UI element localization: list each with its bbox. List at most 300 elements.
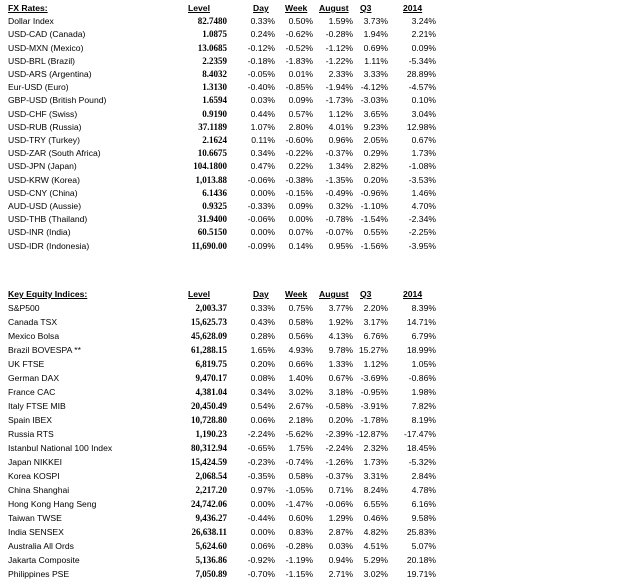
row-august-change: 2.87% [328, 527, 353, 537]
row-day-change: 0.03% [250, 95, 275, 106]
row-august-change: -2.24% [325, 443, 353, 453]
row-q3-change: 1.11% [364, 55, 388, 66]
row-day-change: -0.12% [247, 42, 275, 53]
row-august-change: -0.37% [325, 471, 353, 481]
row-2014-change: 2.84% [411, 471, 436, 481]
row-day-change: -0.18% [247, 55, 275, 66]
row-2014-change: 1.46% [411, 187, 436, 198]
row-name: German DAX [8, 373, 60, 383]
row-q3-change: -1.78% [360, 415, 388, 425]
row-q3-change: 9.23% [363, 121, 388, 132]
row-august-change: -1.12% [325, 42, 353, 53]
row-2014-change: -3.53% [408, 174, 436, 185]
row-day-change: 0.00% [250, 227, 275, 238]
row-day-change: -0.06% [247, 214, 275, 225]
row-name: Taiwan TWSE [8, 513, 62, 523]
table-row [0, 187, 639, 199]
row-name: Eur-USD (Euro) [8, 82, 69, 93]
table-row [0, 316, 639, 328]
row-q3-change: 0.46% [363, 513, 388, 523]
row-level: 8.4032 [202, 69, 227, 79]
row-q3-change: 3.02% [363, 569, 388, 579]
column-header-2014: 2014 [403, 289, 423, 299]
row-q3-change: -12.87% [355, 429, 388, 439]
row-level: 20,450.49 [191, 401, 227, 411]
row-2014-change: -5.32% [408, 457, 436, 467]
row-week-change: -1.19% [285, 555, 313, 565]
row-week-change: 0.57% [288, 108, 313, 119]
fx-rates-title: FX Rates: [8, 3, 48, 13]
row-week-change: 0.50% [288, 16, 313, 27]
column-header-august: August [319, 3, 349, 13]
row-level: 0.9325 [202, 201, 227, 211]
table-row [0, 498, 639, 510]
row-2014-change: -2.34% [408, 214, 436, 225]
table-row [0, 456, 639, 468]
row-2014-change: 9.58% [411, 513, 436, 523]
table-row [0, 414, 639, 426]
row-name: India SENSEX [8, 527, 64, 537]
row-2014-change: 1.73% [411, 148, 436, 159]
row-day-change: -0.40% [247, 82, 275, 93]
table-row [0, 226, 639, 238]
row-level: 0.9190 [202, 108, 227, 119]
row-day-change: 0.11% [251, 135, 275, 145]
row-day-change: 0.00% [250, 187, 275, 198]
row-name: Hong Kong Hang Seng [8, 499, 97, 509]
row-name: USD-ZAR (South Africa) [8, 148, 101, 159]
row-2014-change: 4.78% [411, 485, 436, 495]
row-2014-change: 3.04% [411, 108, 436, 119]
row-name: Italy FTSE MIB [8, 401, 66, 411]
row-q3-change: 6.55% [363, 499, 388, 509]
table-row [0, 568, 639, 580]
row-week-change: -0.85% [285, 82, 313, 93]
row-2014-change: 0.10% [411, 95, 436, 106]
row-august-change: 3.77% [328, 303, 353, 313]
row-week-change: -0.28% [285, 541, 313, 551]
row-day-change: 1.65% [250, 345, 275, 355]
row-august-change: 1.33% [328, 359, 353, 369]
row-name: USD-RUB (Russia) [8, 121, 82, 132]
row-2014-change: 19.71% [406, 569, 436, 579]
row-week-change: 1.40% [288, 373, 313, 383]
table-row [0, 147, 639, 159]
row-august-change: 4.13% [328, 331, 353, 341]
table-row [0, 94, 639, 106]
row-day-change: -0.92% [247, 555, 275, 565]
row-august-change: -2.39% [325, 429, 353, 439]
column-header-august: August [319, 289, 349, 299]
row-q3-change: 0.20% [363, 174, 388, 185]
equity-indices-title: Key Equity Indices: [8, 289, 88, 299]
table-row [0, 174, 639, 186]
row-day-change: 0.47% [250, 161, 275, 172]
table-row [0, 81, 639, 93]
table-row [0, 386, 639, 398]
row-q3-change: -3.03% [360, 95, 388, 106]
row-name: S&P500 [8, 303, 40, 313]
row-week-change: -5.62% [285, 429, 313, 439]
row-august-change: -0.58% [325, 401, 353, 411]
row-2014-change: 6.16% [411, 499, 436, 509]
row-q3-change: -0.96% [360, 187, 388, 198]
column-header-week: Week [285, 289, 308, 299]
row-level: 6.1436 [202, 187, 227, 198]
table-row [0, 526, 639, 538]
table-row [0, 108, 639, 120]
table-row [0, 470, 639, 482]
row-name: Philippines PSE [8, 569, 70, 579]
row-level: 1.3130 [202, 82, 227, 93]
row-week-change: 0.58% [288, 471, 313, 481]
row-q3-change: -3.69% [360, 373, 388, 383]
row-q3-change: 2.82% [363, 161, 388, 172]
row-week-change: 0.56% [288, 331, 313, 341]
table-row [0, 28, 639, 40]
row-q3-change: 15.27% [358, 345, 388, 355]
row-august-change: 0.32% [328, 201, 353, 211]
row-name: Japan NIKKEI [8, 457, 62, 467]
row-name: USD-TRY (Turkey) [8, 135, 80, 145]
row-name: USD-ARS (Argentina) [8, 69, 92, 79]
column-header-q3: Q3 [360, 289, 372, 299]
row-2014-change: 1.05% [411, 359, 436, 369]
row-level: 2.2359 [202, 55, 227, 66]
row-name: USD-CNY (China) [8, 187, 78, 198]
row-name: USD-CAD (Canada) [8, 29, 86, 40]
row-day-change: 0.34% [250, 387, 275, 397]
row-2014-change: -1.08% [408, 161, 436, 172]
row-day-change: 0.44% [250, 108, 275, 119]
table-row [0, 160, 639, 172]
row-name: USD-BRL (Brazil) [8, 55, 76, 66]
table-row [0, 55, 639, 67]
row-name: USD-MXN (Mexico) [8, 42, 84, 53]
row-name: Spain IBEX [8, 415, 52, 425]
row-q3-change: 2.05% [363, 135, 388, 145]
row-level: 24,742.06 [191, 499, 227, 509]
row-level: 6,819.75 [195, 359, 227, 369]
row-week-change: 4.93% [288, 345, 313, 355]
row-week-change: -0.22% [285, 148, 313, 159]
row-q3-change: 3.65% [363, 108, 388, 119]
row-q3-change: 1.73% [363, 457, 388, 467]
row-day-change: 0.33% [250, 303, 275, 313]
row-2014-change: 12.98% [406, 121, 436, 132]
row-2014-change: 8.39% [411, 303, 436, 313]
row-name: USD-CHF (Swiss) [8, 108, 78, 119]
column-header-2014: 2014 [403, 3, 423, 13]
row-q3-change: -0.95% [360, 387, 388, 397]
table-row [0, 554, 639, 566]
table-row [0, 330, 639, 342]
row-q3-change: 2.20% [363, 303, 388, 313]
row-name: USD-INR (India) [8, 227, 71, 238]
row-august-change: 9.78% [328, 345, 353, 355]
equity-indices-header-row [0, 288, 639, 300]
row-week-change: -1.15% [285, 569, 313, 579]
row-august-change: 1.59% [328, 16, 353, 27]
row-august-change: -0.28% [325, 29, 353, 40]
row-august-change: 0.03% [328, 541, 353, 551]
row-2014-change: -3.95% [408, 240, 436, 251]
row-week-change: -0.15% [285, 187, 313, 198]
row-q3-change: 0.29% [363, 148, 388, 159]
row-level: 4,381.04 [195, 387, 227, 397]
row-name: Canada TSX [8, 317, 58, 327]
row-name: AUD-USD (Aussie) [8, 201, 82, 211]
row-level: 2,003.37 [195, 303, 227, 313]
row-week-change: 0.00% [288, 214, 313, 225]
row-day-change: 1.07% [250, 121, 275, 132]
table-row [0, 512, 639, 524]
row-day-change: 0.06% [250, 415, 275, 425]
row-day-change: -0.44% [247, 513, 275, 523]
row-day-change: 0.00% [250, 527, 275, 537]
row-august-change: 2.71% [328, 569, 353, 579]
row-august-change: 0.95% [328, 240, 353, 251]
row-day-change: 0.33% [250, 16, 275, 27]
row-week-change: 2.67% [288, 401, 313, 411]
row-week-change: -0.60% [285, 135, 313, 145]
row-august-change: 0.20% [328, 415, 353, 425]
row-day-change: 0.24% [250, 29, 275, 40]
table-row [0, 134, 639, 146]
row-august-change: 0.94% [328, 555, 353, 565]
row-day-change: -0.06% [247, 174, 275, 185]
row-august-change: 0.71% [328, 485, 353, 495]
row-week-change: -0.38% [285, 174, 313, 185]
row-week-change: 0.66% [288, 359, 313, 369]
row-week-change: 0.07% [288, 227, 313, 238]
row-name: USD-JPN (Japan) [8, 161, 77, 172]
row-day-change: -0.05% [247, 69, 275, 79]
table-row [0, 240, 639, 252]
table-row [0, 200, 639, 212]
row-week-change: 0.01% [288, 69, 313, 79]
row-2014-change: 8.19% [411, 415, 436, 425]
row-august-change: 1.12% [328, 108, 353, 119]
row-level: 2,217.20 [195, 485, 227, 495]
row-2014-change: 28.89% [406, 69, 436, 79]
row-august-change: 3.18% [328, 387, 353, 397]
row-q3-change: 2.32% [363, 443, 388, 453]
row-name: China Shanghai [8, 485, 70, 495]
row-week-change: -0.52% [285, 42, 313, 53]
row-level: 1,013.88 [195, 174, 227, 185]
row-day-change: -0.33% [247, 201, 275, 211]
row-level: 31.9400 [197, 214, 227, 225]
row-day-change: 0.97% [250, 485, 275, 495]
column-header-q3: Q3 [360, 3, 372, 13]
table-row [0, 400, 639, 412]
table-row [0, 442, 639, 454]
row-august-change: -0.78% [325, 214, 353, 225]
row-level: 2,068.54 [195, 471, 227, 481]
row-week-change: 0.83% [288, 527, 313, 537]
row-level: 1.6594 [202, 95, 227, 106]
row-name: Korea KOSPI [8, 471, 60, 481]
row-q3-change: 4.51% [363, 541, 388, 551]
row-day-change: -0.35% [247, 471, 275, 481]
row-week-change: 0.58% [288, 317, 313, 327]
row-name: USD-KRW (Korea) [8, 174, 80, 185]
row-level: 2.1624 [202, 135, 227, 145]
row-level: 9,436.27 [195, 513, 227, 523]
row-week-change: 2.18% [288, 415, 313, 425]
row-day-change: -0.70% [247, 569, 275, 579]
row-week-change: 0.09% [288, 95, 313, 106]
row-2014-change: 2.21% [411, 29, 436, 40]
row-name: Australia All Ords [8, 541, 74, 551]
row-day-change: -0.09% [247, 240, 275, 251]
table-row [0, 302, 639, 314]
row-q3-change: 3.31% [363, 471, 388, 481]
row-level: 26,638.11 [191, 527, 227, 537]
row-q3-change: 0.55% [363, 227, 388, 238]
row-level: 15,625.73 [191, 317, 227, 327]
table-row [0, 372, 639, 384]
row-august-change: -1.22% [325, 55, 353, 66]
row-level: 5,136.86 [195, 555, 227, 565]
row-week-change: 0.75% [288, 303, 313, 313]
row-level: 82.7480 [197, 16, 227, 27]
row-august-change: 4.01% [328, 121, 353, 132]
row-level: 1.0875 [202, 29, 227, 40]
row-2014-change: 14.71% [406, 317, 436, 327]
row-name: UK FTSE [8, 359, 45, 369]
row-august-change: 0.96% [328, 135, 353, 145]
row-q3-change: 3.17% [363, 317, 388, 327]
row-name: France CAC [8, 387, 56, 397]
row-day-change: 0.20% [250, 359, 275, 369]
row-q3-change: -1.56% [360, 240, 388, 251]
row-name: USD-THB (Thailand) [8, 214, 88, 225]
row-week-change: 0.14% [288, 240, 313, 251]
table-row [0, 213, 639, 225]
row-q3-change: -1.54% [360, 214, 388, 225]
row-q3-change: -4.12% [360, 82, 388, 93]
column-header-day: Day [253, 3, 269, 13]
row-level: 45,628.09 [191, 331, 227, 341]
row-day-change: -2.24% [247, 429, 275, 439]
table-row [0, 428, 639, 440]
row-2014-change: 7.82% [411, 401, 436, 411]
row-level: 10.6675 [197, 148, 227, 159]
row-week-change: 1.75% [288, 443, 313, 453]
row-2014-change: 0.09% [411, 42, 436, 53]
row-2014-change: -5.34% [408, 55, 436, 66]
row-week-change: 2.80% [288, 121, 313, 132]
row-day-change: 0.08% [250, 373, 275, 383]
row-q3-change: 4.82% [363, 527, 388, 537]
table-row [0, 540, 639, 552]
row-level: 1,190.23 [195, 429, 227, 439]
row-q3-change: 1.12% [363, 359, 388, 369]
row-week-change: 0.09% [288, 201, 313, 211]
row-q3-change: -1.10% [360, 201, 388, 211]
row-august-change: -1.26% [325, 457, 353, 467]
column-header-level: Level [188, 289, 210, 299]
row-2014-change: 3.24% [411, 16, 436, 27]
row-2014-change: -2.25% [408, 227, 436, 238]
row-august-change: -1.73% [325, 95, 353, 106]
row-2014-change: -17.47% [403, 429, 436, 439]
row-name: Mexico Bolsa [8, 331, 60, 341]
row-level: 15,424.59 [191, 457, 227, 467]
row-august-change: 2.33% [328, 69, 353, 79]
row-name: USD-IDR (Indonesia) [8, 240, 90, 251]
row-week-change: 0.22% [288, 161, 313, 172]
row-day-change: 0.54% [250, 401, 275, 411]
row-q3-change: 0.69% [363, 42, 388, 53]
table-row [0, 68, 639, 80]
row-august-change: -1.94% [325, 82, 353, 93]
row-week-change: 3.02% [288, 387, 313, 397]
row-day-change: -0.65% [247, 443, 275, 453]
row-name: Dollar Index [8, 16, 54, 27]
row-august-change: 1.34% [328, 161, 353, 172]
row-week-change: 0.60% [288, 513, 313, 523]
row-level: 37.1189 [198, 121, 227, 132]
row-2014-change: 5.07% [411, 541, 436, 551]
row-2014-change: -4.57% [408, 82, 436, 93]
row-q3-change: 1.94% [363, 29, 388, 40]
row-2014-change: 4.70% [411, 201, 436, 211]
table-row [0, 121, 639, 133]
row-level: 104.1800 [193, 161, 227, 172]
row-week-change: -1.83% [285, 55, 313, 66]
row-2014-change: 1.98% [411, 387, 436, 397]
row-name: Jakarta Composite [8, 555, 80, 565]
row-level: 10,728.80 [191, 415, 227, 425]
row-q3-change: 5.29% [363, 555, 388, 565]
column-header-level: Level [188, 3, 210, 13]
row-q3-change: 8.24% [363, 485, 388, 495]
row-name: Brazil BOVESPA ** [8, 345, 81, 355]
row-level: 9,470.17 [195, 373, 227, 383]
row-august-change: -0.49% [325, 187, 353, 198]
row-2014-change: 18.99% [406, 345, 436, 355]
row-august-change: -1.35% [325, 174, 353, 185]
column-header-day: Day [253, 289, 269, 299]
row-august-change: -0.07% [325, 227, 353, 238]
row-day-change: 0.43% [250, 317, 275, 327]
table-row [0, 484, 639, 496]
row-q3-change: 3.73% [363, 16, 388, 27]
row-2014-change: 18.45% [406, 443, 436, 453]
row-level: 13.0685 [197, 42, 227, 53]
row-q3-change: 3.33% [363, 69, 388, 79]
row-week-change: -0.62% [285, 29, 313, 40]
row-level: 5,624.60 [195, 541, 227, 551]
row-name: GBP-USD (British Pound) [8, 95, 107, 106]
row-august-change: -0.37% [325, 148, 353, 159]
row-2014-change: 25.83% [406, 527, 436, 537]
column-header-week: Week [285, 3, 308, 13]
table-row [0, 15, 639, 27]
row-week-change: -0.74% [285, 457, 313, 467]
row-level: 61,288.15 [191, 345, 227, 355]
row-2014-change: -0.86% [408, 373, 436, 383]
row-q3-change: 6.76% [363, 331, 388, 341]
row-august-change: 1.92% [328, 317, 353, 327]
row-q3-change: -3.91% [360, 401, 388, 411]
row-day-change: 0.28% [250, 331, 275, 341]
row-2014-change: 0.67% [411, 135, 436, 145]
row-week-change: -1.47% [285, 499, 313, 509]
